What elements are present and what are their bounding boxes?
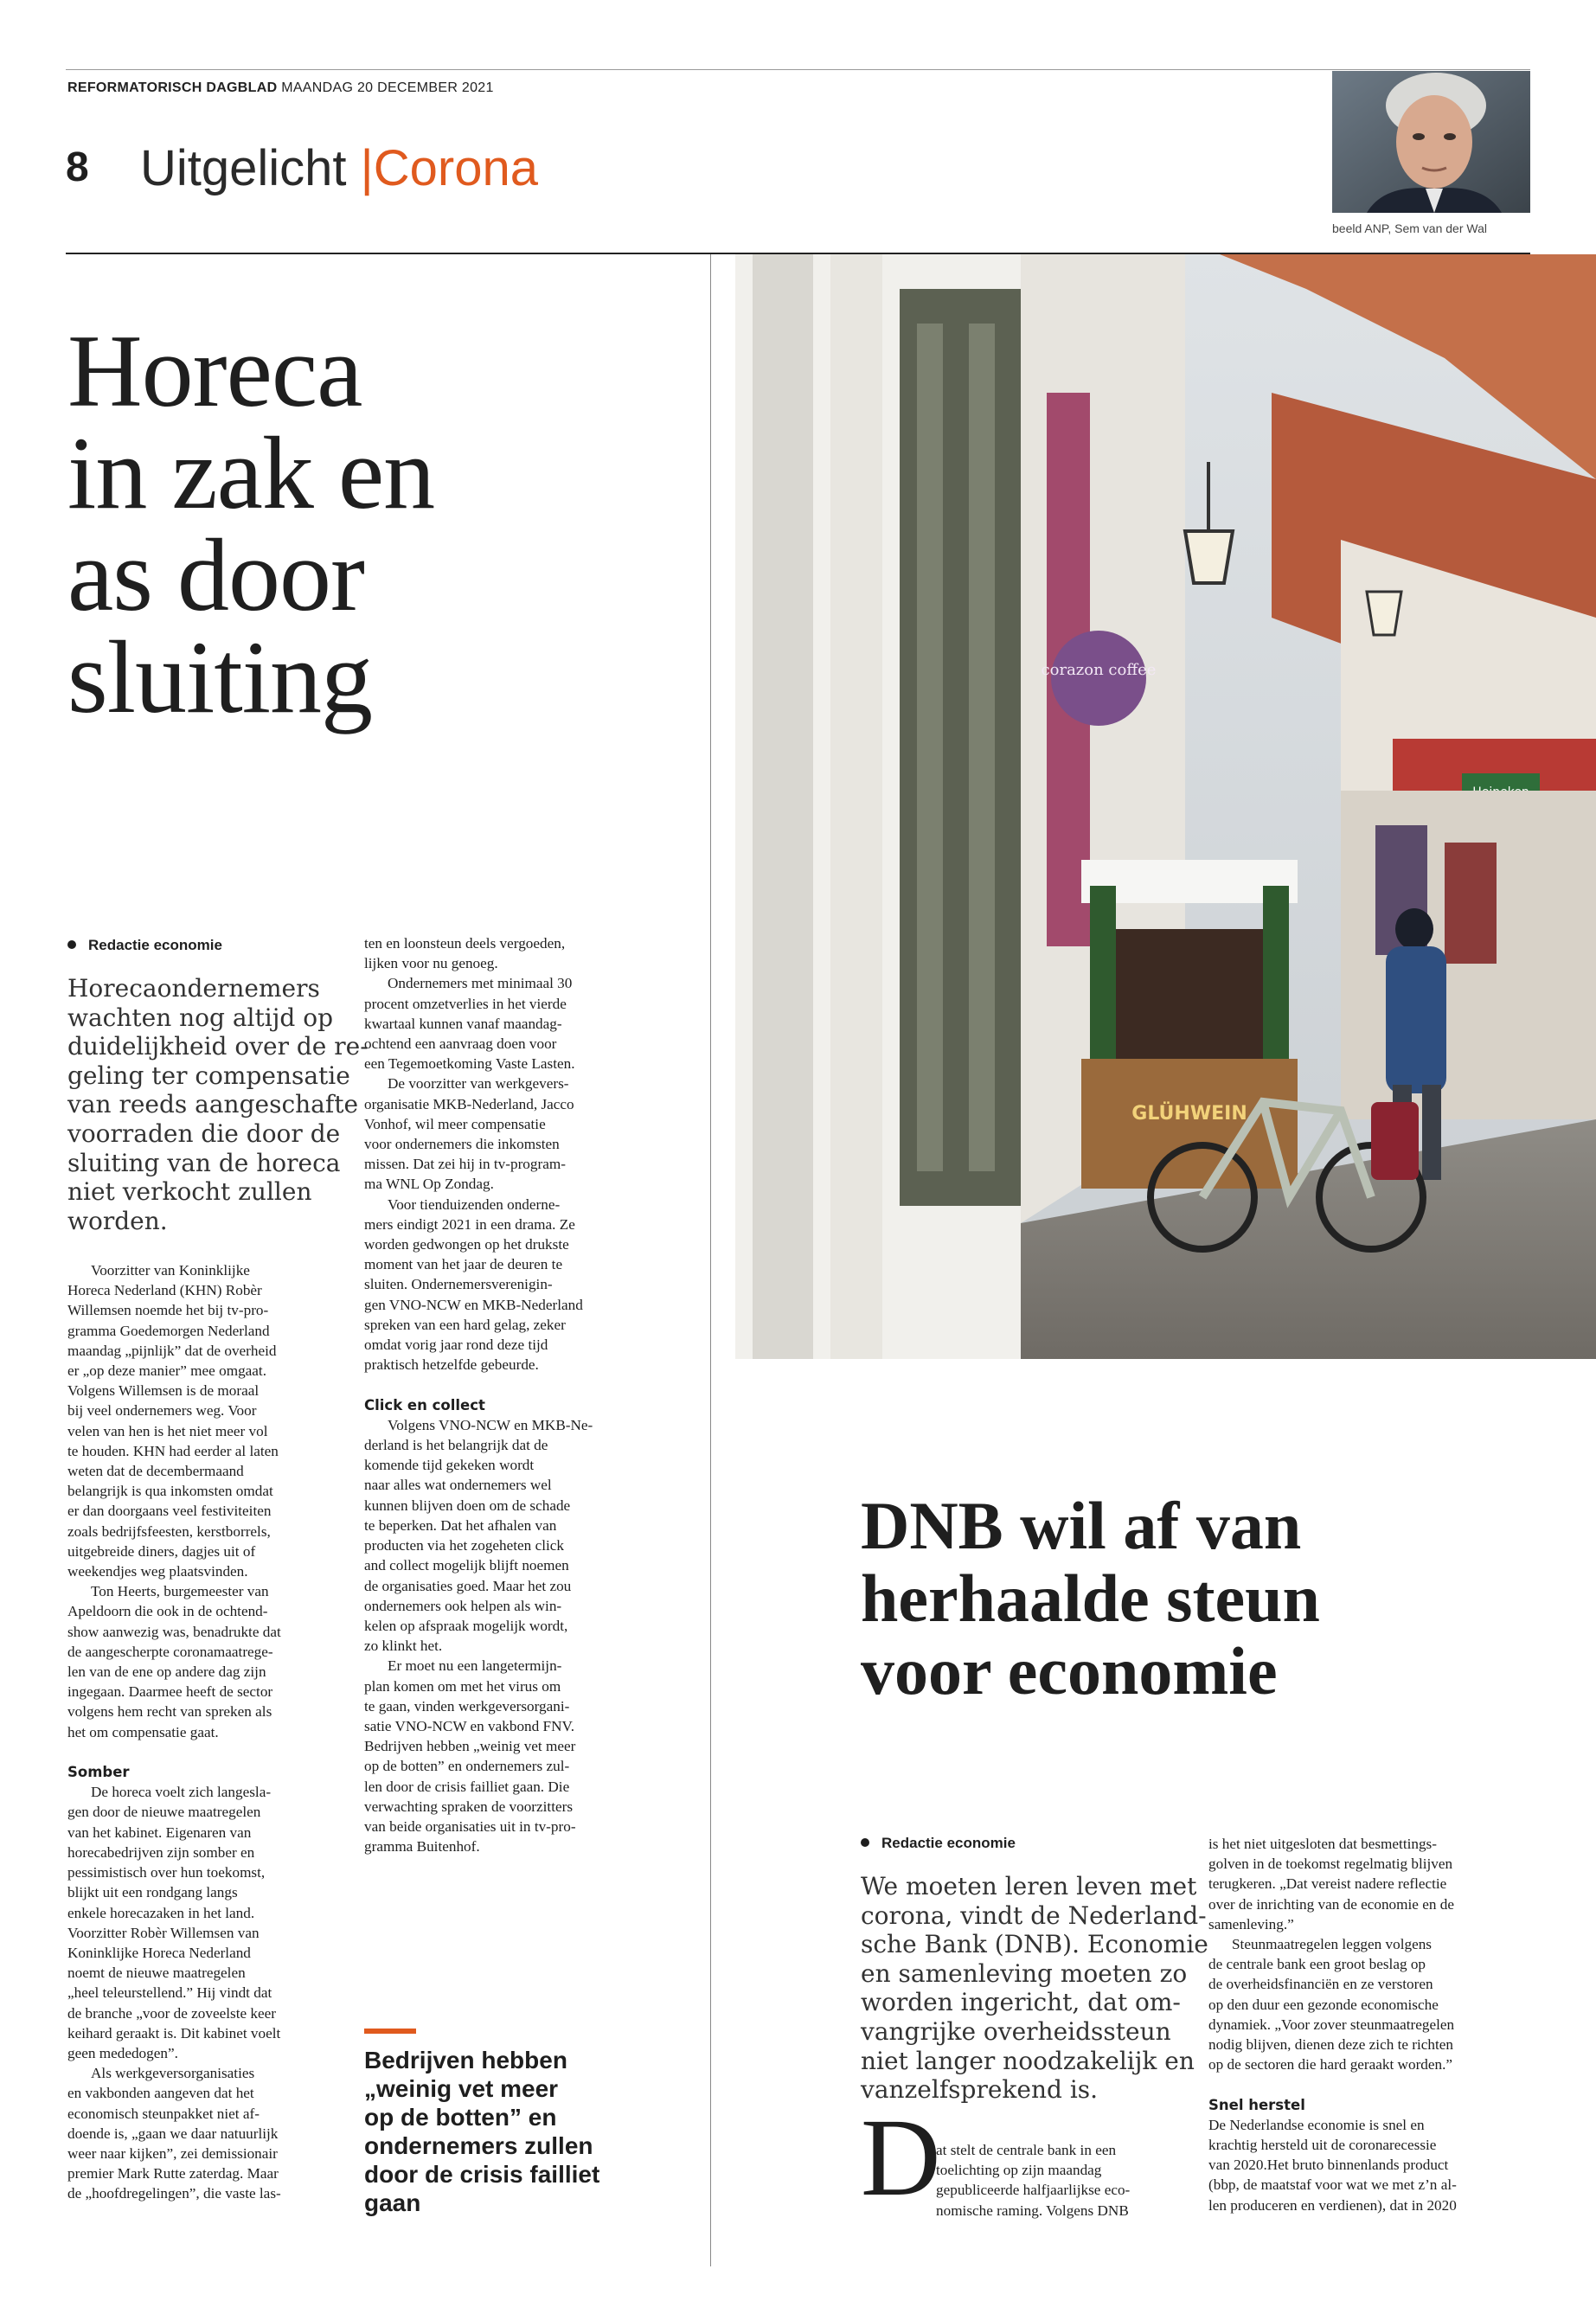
body-line: ochtend een aanvraag doen voor [364,1035,557,1053]
body-line: maandag „pijnlijk” dat de overheid [67,1342,277,1359]
lede-line: duidelijkheid over de re- [67,1032,369,1061]
pullquote-line: ondernemers zullen [364,2132,593,2159]
article1-headline [67,313,673,734]
pullquote-accent-bar [364,2029,416,2034]
body-line: lijken voor nu genoeg. [364,955,498,972]
body-line: plan komen om met het virus om [364,1677,561,1695]
section-separator: | [360,140,374,196]
pullquote-line: gaan [364,2189,421,2216]
body-line: samenleving.” [1208,1915,1294,1932]
body-line: gen VNO-NCW en MKB-Nederland [364,1296,583,1313]
pullquote-line: door de crisis failliet [364,2161,600,2188]
lede-line: worden ingericht, dat om- [861,1988,1181,2017]
body-line: Bedrijven hebben „weinig vet meer [364,1738,576,1755]
body-line: Ton Heerts, burgemeester van [91,1583,269,1600]
body-line: belangrijk is qua inkomsten omdat [67,1483,273,1500]
article1-byline [67,937,222,954]
subheading-click-en-collect: Click en collect [364,1396,485,1413]
lede-line: van reeds aangeschafte [67,1090,359,1119]
body-line: op de botten” en ondernemers zul- [364,1758,570,1775]
pullquote [364,2046,676,2217]
body-line: de „hoofdregelingen”, die vaste las- [67,2185,281,2202]
body-line: satie VNO-NCW en vakbond FNV. [364,1717,574,1734]
body-line: economisch steunpakket niet af- [67,2105,260,2122]
body-line: producten via het zogeheten click [364,1537,564,1554]
page-number: 8 [66,144,89,190]
body-line: De horeca voelt zich langesla- [91,1784,272,1801]
body-line: Willemsen noemde het bij tv-pro- [67,1302,269,1319]
body-line: gramma Buitenhof. [364,1838,480,1856]
body-line: nomische raming. Volgens DNB [936,2202,1129,2219]
body-line: er dan doorgaans veel festiviteiten [67,1503,272,1520]
body-line: worden gedwongen op het drukste [364,1236,569,1253]
lede-line: geling ter compensatie [67,1061,350,1090]
body-line: Voorzitter Robèr Willemsen van [67,1924,260,1941]
body-line: te beperken. Dat het afhalen van [364,1516,557,1534]
body-line: procent omzetverlies in het vierde [364,995,567,1012]
headline-line: herhaalde steun [861,1561,1320,1636]
lede-line: vangrijke overheidssteun [861,2016,1171,2046]
body-line: en vakbonden aangeven dat het [67,2085,254,2102]
headline-line: DNB wil af van [861,1488,1302,1563]
lede-line: sche Bank (DNB). Economie [861,1930,1208,1959]
body-line: van beide organisaties uit in tv-pro- [364,1817,576,1835]
newspaper-name: REFORMATORISCH DAGBLAD [67,80,278,95]
street-photo [735,254,1596,1359]
body-line: de overheidsfinanciën en ze verstoren [1208,1976,1433,1993]
body-line: ma WNL Op Zondag. [364,1176,494,1193]
body-line: Voor tienduizenden onderne- [388,1195,561,1213]
lede-line: We moeten leren leven met [861,1872,1197,1900]
body-line: zo klinkt het. [364,1638,443,1655]
body-line: op de sectoren die hard geraakt worden.” [1208,2056,1453,2073]
body-line: doende is, „gaan we daar natuurlijk [67,2125,279,2142]
body-line: kelen op afspraak mogelijk wordt, [364,1617,568,1634]
body-spacer [364,1375,676,1394]
body-line: len van de ene op andere dag zijn [67,1663,266,1681]
article2-column1 [936,2140,1187,2221]
body-line: is het niet uitgesloten dat besmettings- [1208,1836,1437,1852]
article1-column2 [364,933,676,1856]
body-line: komende tijd gekeken wordt [364,1457,535,1474]
body-line: kunnen blijven doen om de schade [364,1497,571,1514]
body-line: (bbp, de maatstaf voor wat we met z’n al- [1208,2176,1457,2194]
section-topic: Corona [373,140,538,196]
body-line: moment van het jaar de deuren te [364,1256,563,1273]
body-line: mers eindigt 2021 in een drama. Ze [364,1215,575,1233]
body-line: naar alles wat ondernemers wel [364,1477,552,1494]
body-line: noemt de nieuwe maatregelen [67,1965,246,1982]
bullet-dot-icon [67,940,76,949]
body-line: spreken van een hard gelag, zeker [364,1316,566,1333]
body-line: keihard geraakt is. Dit kabinet voelt [67,2024,281,2041]
lede-line: corona, vindt de Nederland- [861,1900,1207,1930]
body-line: velen van hen is het niet meer vol [67,1422,268,1439]
article2-lede [861,1872,1208,2105]
coffee-sign-text: corazon coffee [1041,661,1157,679]
section-header [140,140,538,196]
body-line: er „op deze manier” mee omgaat. [67,1362,266,1380]
stall-sign-text: GLÜHWEIN [1131,1103,1247,1125]
body-line: het om compensatie gaat. [67,1723,219,1740]
headline-line: Horeca [67,313,362,428]
body-line: verwachting spraken de voorzitters [364,1798,574,1815]
masthead [67,80,494,96]
body-line: bij veel ondernemers weg. Voor [67,1402,257,1420]
body-line: de organisaties goed. Maar het zou [364,1577,572,1594]
body-line: terugkeren. „Dat vereist nadere reflectie [1208,1875,1447,1893]
body-line: Apeldoorn die ook in de ochtend- [67,1603,268,1620]
body-line: op den duur een gezonde economische [1208,1996,1439,2013]
body-line: dynamiek. „Voor zover steunmaatregelen [1208,2016,1455,2033]
body-line: weer naar kijken”, zei demissionair [67,2144,278,2162]
lede-line: vanzelfsprekend is. [861,2075,1099,2105]
body-line: sluiten. Ondernemersverenigin- [364,1276,553,1293]
body-line: organisatie MKB-Nederland, Jacco [364,1095,574,1112]
body-line: zoals bedrijfsfeesten, kerstborrels, [67,1522,271,1540]
byline-text: Redactie economie [881,1835,1016,1851]
body-line: Horeca Nederland (KHN) Robèr [67,1282,262,1299]
pullquote-line: Bedrijven hebben [364,2047,567,2073]
lede-line: en samenleving moeten zo [861,1958,1188,1988]
body-line: Er moet nu een langetermijn- [388,1657,562,1675]
body-line: kwartaal kunnen vanaf maandag- [364,1015,562,1032]
body-line: enkele horecazaken in het land. [67,1904,255,1921]
body-line: Volgens VNO-NCW en MKB-Ne- [388,1416,593,1433]
body-line: at stelt de centrale bank in een [936,2142,1117,2158]
article1-column1 [67,1260,379,2204]
lede-line: sluiting van de horeca [67,1148,341,1177]
body-line: len produceren en verdienen), dat in 2020 [1208,2196,1457,2214]
body-line: omdat vorig jaar rond deze tijd [364,1336,548,1354]
body-line: Als werkgeversorganisaties [91,2065,255,2082]
body-line: gramma Goedemorgen Nederland [67,1322,270,1339]
body-line: premier Mark Rutte zaterdag. Maar [67,2165,279,2182]
bullet-dot-icon [861,1838,869,1847]
body-line: ondernemers ook helpen als win- [364,1597,562,1614]
headline-line: as door [67,517,364,632]
body-line: len door de crisis failliet gaan. Die [364,1778,570,1795]
article2-column2 [1208,1834,1529,2215]
body-line: voor ondernemers die inkomsten [364,1136,560,1153]
lede-line: niet verkocht zullen [67,1177,312,1207]
body-line: gepubliceerde halfjaarlijkse eco- [936,2182,1131,2199]
body-line: de centrale bank een groot beslag op [1208,1956,1426,1973]
street-scene-illustration [735,254,1596,1359]
headline-line: voor economie [861,1633,1278,1708]
portrait-credit: beeld ANP, Sem van der Wal [1332,221,1487,235]
body-line: nodig blijven, dienen deze zich te richten [1208,2036,1454,2054]
body-line: Vonhof, wil meer compensatie [364,1115,546,1132]
subheading-somber: Somber [67,1764,130,1781]
body-line: De voorzitter van werkgevers- [388,1075,569,1093]
lede-line: niet langer noodzakelijk en [861,2046,1195,2075]
body-line: „heel teleurstellend.” Hij vindt dat [67,1984,272,2002]
body-line: te gaan, vinden werkgeversorgani- [364,1697,570,1715]
body-line: ingegaan. Daarmee heeft de sector [67,1683,273,1701]
body-line: De Nederlandse economie is snel en [1208,2116,1425,2133]
body-line: blijkt uit een rondgang langs [67,1884,238,1901]
body-line: de branche „voor de zoveelste keer [67,2004,276,2022]
body-spacer [1208,2074,1529,2094]
pullquote-line: op de botten” en [364,2104,557,2131]
column-divider [710,254,711,2266]
body-line: Ondernemers met minimaal 30 [388,975,573,992]
body-line: krachtig hersteld uit de coronarecessie [1208,2137,1437,2154]
body-spacer [67,1742,379,1762]
body-line: Koninklijke Horeca Nederland [67,1944,251,1961]
body-line: praktisch hetzelfde gebeurde. [364,1356,539,1374]
article2-byline [861,1835,1016,1852]
subheading-snel-herstel: Snel herstel [1208,2096,1305,2113]
body-line: uitgebreide diners, dagjes uit of [67,1542,256,1560]
body-line: Steunmaatregelen leggen volgens [1232,1936,1432,1953]
body-line: Voorzitter van Koninklijke [91,1262,250,1279]
body-line: weekendjes weg plaatsvinden. [67,1563,248,1580]
headline-line: in zak en [67,415,435,530]
headline-line: sluiting [67,619,373,734]
top-rule [66,69,1530,70]
body-line: geen mededogen”. [67,2044,178,2061]
lede-line: worden. [67,1206,168,1235]
article2-headline [861,1490,1320,1708]
lede-line: voorraden die door de [67,1118,341,1148]
body-line: toelichting op zijn maandag [936,2162,1102,2179]
section-title: Uitgelicht [140,140,347,196]
pullquote-line: „weinig vet meer [364,2075,559,2102]
body-line: golven in de toekomst regelmatig blijven [1208,1856,1453,1873]
body-line: derland is het belangrijk dat de [364,1437,548,1454]
byline-text: Redactie economie [88,937,222,953]
portrait-illustration [1332,71,1530,213]
body-line: pessimistisch over hun toekomst, [67,1864,266,1881]
body-line: de aangescherpte coronamaatrege- [67,1643,273,1660]
issue-date: MAANDAG 20 DECEMBER 2021 [281,80,494,95]
body-line: and collect mogelijk blijft noemen [364,1557,569,1574]
article1-lede [67,974,379,1235]
body-line: gen door de nieuwe maatregelen [67,1804,261,1821]
body-line: van 2020.Het bruto binnenlands product [1208,2157,1449,2174]
portrait-photo [1332,71,1530,213]
body-line: ten en loonsteun deels vergoeden, [364,935,566,952]
body-line: over de inrichting van de economie en de [1208,1895,1454,1913]
body-line: horecabedrijven zijn somber en [67,1843,255,1861]
body-line: show aanwezig was, benadrukte dat [67,1623,281,1640]
body-line: volgens hem recht van spreken als [67,1703,272,1721]
body-line: van het kabinet. Eigenaren van [67,1823,252,1841]
body-line: een Tegemoetkoming Vaste Lasten. [364,1055,575,1073]
body-line: missen. Dat zei hij in tv-program- [364,1156,566,1173]
body-line: weten dat de decembermaand [67,1463,244,1480]
lede-line: wachten nog altijd op [67,1003,333,1032]
body-line: te houden. KHN had eerder al laten [67,1442,279,1459]
drop-cap: D [861,2096,941,2219]
lede-line: Horecaondernemers [67,974,320,1003]
body-line: Volgens Willemsen is de moraal [67,1382,260,1400]
